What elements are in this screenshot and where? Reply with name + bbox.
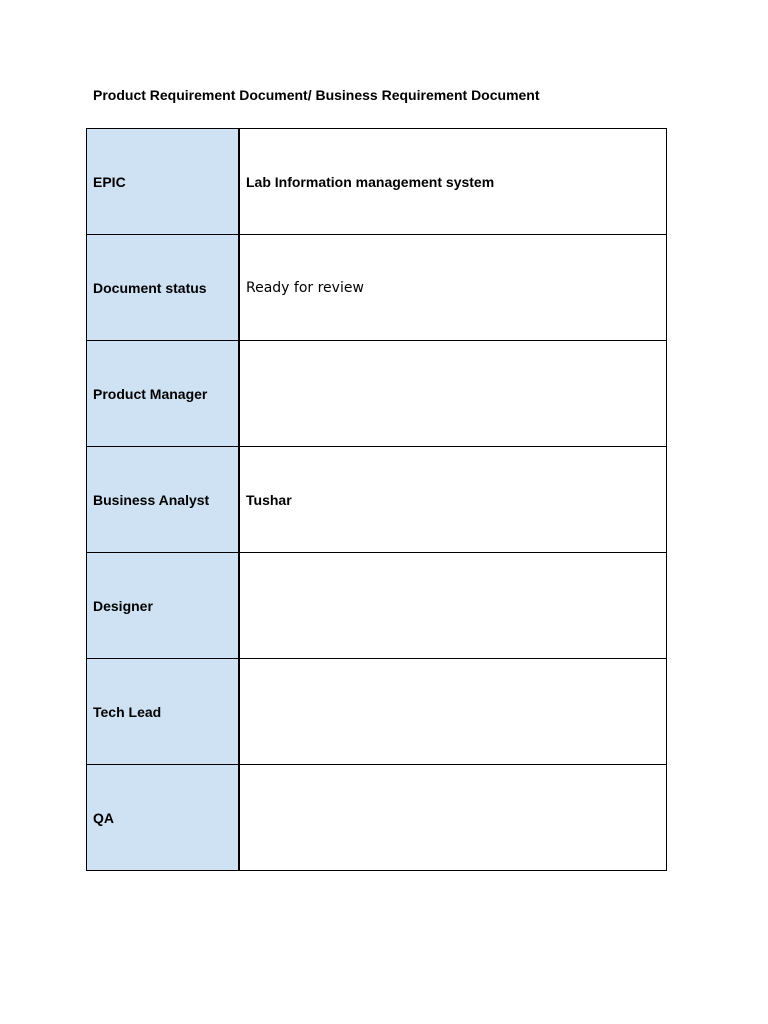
row-label-designer: Designer: [87, 553, 240, 659]
table-row-business-analyst: [87, 447, 667, 553]
row-value-product-manager[interactable]: [239, 341, 667, 447]
row-value-tech-lead[interactable]: [239, 659, 667, 765]
table-row-tech-lead: [87, 659, 667, 765]
row-label-tech-lead: Tech Lead: [87, 659, 240, 765]
row-label-business-analyst: Business Analyst: [87, 447, 240, 553]
table-row-qa: [87, 765, 667, 871]
row-value-business-analyst[interactable]: Tushar: [239, 447, 667, 553]
table-row-designer: [87, 553, 667, 659]
document-title: Product Requirement Document/ Business Requirement Document: [93, 87, 540, 103]
row-value-designer[interactable]: [239, 553, 667, 659]
row-label-qa: QA: [87, 765, 240, 871]
table-row-epic: [87, 129, 667, 235]
row-label-document-status: Document status: [87, 235, 240, 341]
table-row-document-status: [87, 235, 667, 341]
row-label-product-manager: Product Manager: [87, 341, 240, 447]
row-value-qa[interactable]: [239, 765, 667, 871]
row-label-epic: EPIC: [87, 129, 240, 235]
row-value-document-status[interactable]: Ready for review: [239, 235, 667, 341]
table-row-product-manager: [87, 341, 667, 447]
row-value-epic[interactable]: Lab Information management system: [239, 129, 667, 235]
requirements-table: [86, 128, 667, 871]
